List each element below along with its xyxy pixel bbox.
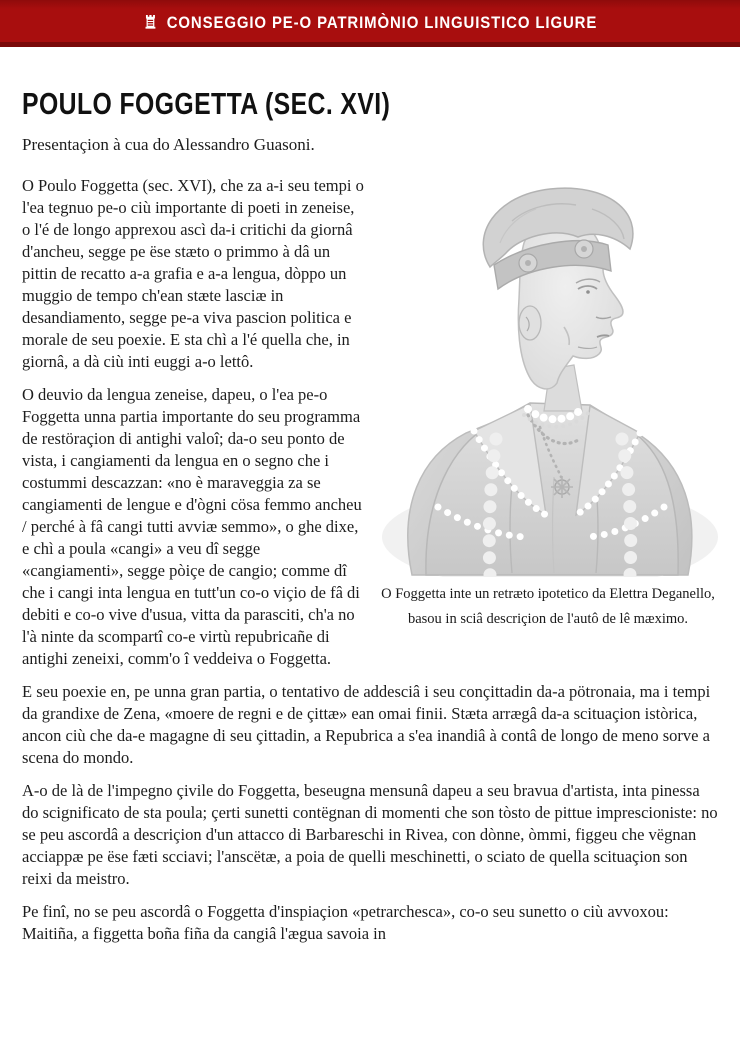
body-paragraph-2: O deuvio da lengua zeneise, dapeu, o l'ea pe-o Foggetta unna partia importante do seu programma de restöraçion di antighi valoî; da-o seu ponto de vista, i cangiamenti da lengua en o segno che i costummi descazzan: «no è maraveggia za se cangiamenti de lengue e d'ògni cösa femmo ancheu / perché à fâ cangi tutti avviæ semmo», o ghe dixe, e chì a poula «cangi» a veu dî segge «cangiamenti», segge pòiçe de cangio; comme dî che i cangi inta lengua en tutt'un co-o viçio de fâ di debiti e co-o vive d'usua, vitta da parasciti, ch'a no l'à ninte da scompartî co-e virtù repubricañe di antighi zeneixi, comm'o î veddeiva o Foggetta. bbox=[22, 385, 362, 668]
body-paragraph-4: A-o de là de l'impegno çivile do Foggetta, beseugna mensunâ dapeu a seu bravua d'artista, inta pinessa do scignificato de sta poula; çerti sunetti contëgnan di momenti che son tòsto de pittue imprescioniste: no se peu ascordâ a descriçion d'un attacco di Barbareschi in Rivea, con dònne, òmmi, figgeu che vëgnan acciappæ pe ëse fæti scciavi; l'anscëtæ, a poia de quelli meschinetti, o sciato de quella scituaçion son reixi da meistro. bbox=[22, 781, 718, 888]
tower-icon bbox=[143, 12, 158, 35]
body-paragraph-1: O Poulo Foggetta (sec. XVI), che za a-i seu tempi o l'ea tegnuo pe-o ciù importante di poeti in zeneise, o l'é de longo apprexou ascì da-i critichi da giornâ d'ancheu, segge pe ëse stæto o primmo à dâ un pittin de recatto a-a grafia e a-a lengua, dòppo un muggio de tempo ch'ean stæte lasciæ in desandiamento, segge pe-a viva pascion politica e morale de seu poexie. E sta chì a l'é quella che, in giornâ, a dà ciù inti euggi a-o lettô. bbox=[22, 176, 364, 371]
portrait-figure bbox=[378, 177, 718, 632]
page-title: POULO FOGGETTA (SEC. XVI) bbox=[22, 86, 391, 121]
body-paragraph-5: Pe finî, no se peu ascordâ o Foggetta d'inspiaçion «petrarchesca», co-o seu sunetto o ciù avvoxou: Maitiña, a figgetta boña fiña da cangiâ l'ægua savoia in bbox=[22, 902, 669, 943]
portrait-image bbox=[378, 177, 718, 577]
article-page bbox=[0, 86, 740, 945]
header-home-link[interactable] bbox=[143, 8, 597, 35]
site-header bbox=[0, 0, 740, 47]
article-body bbox=[22, 175, 718, 945]
page-subtitle: Presentaçion à cua do Alessandro Guasoni. bbox=[22, 135, 315, 154]
body-paragraph-3: E seu poexie en, pe unna gran partia, o tentativo de addesciâ i seu conçittadin da-a pötronaia, ma i tempi da grandixe de Zena, «moere de regni e de çittæ» ean omai finii. Stæta arrægâ da-a scituaçion istòrica, ancon ciù che da-e magagne di seu çittadin, a Repubrica a s'ea inandiâ à contâ de longo de meno sorve a scena do mondo. bbox=[22, 682, 711, 767]
portrait-caption: O Foggetta inte un retræto ipotetico da Elettra Deganello, basou in sciâ descriçion de l'autô de lê mæximo. bbox=[381, 586, 715, 627]
site-title: CONSEGGIO PE-O PATRIMÒNIO LINGUISTICO LIGURE bbox=[166, 13, 598, 32]
